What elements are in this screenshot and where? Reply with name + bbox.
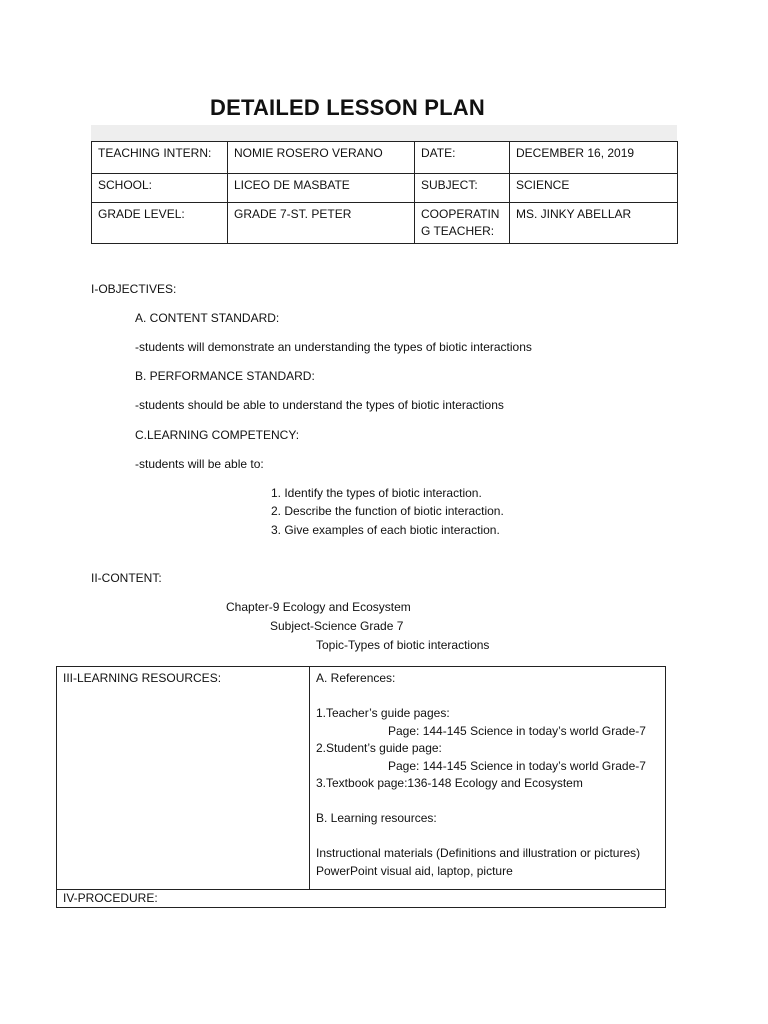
info-row-school — [92, 174, 678, 203]
instructional-materials: Instructional materials (Definitions and illustration or pictures) — [316, 846, 641, 860]
competency-item: 2. Describe the function of biotic interaction. — [271, 504, 504, 518]
content-subject: Subject-Science Grade 7 — [270, 619, 404, 633]
learning-competency-intro: -students will be able to: — [135, 457, 264, 471]
procedure-row — [57, 890, 666, 908]
competency-item: 1. Identify the types of biotic interaction. — [271, 486, 482, 500]
cooperating-teacher-value: MS. JINKY ABELLAR — [510, 203, 678, 244]
visual-aids: PowerPoint visual aid, laptop, picture — [316, 863, 513, 878]
content-heading: II-CONTENT: — [91, 571, 162, 585]
teachers-guide-page: Page: 144-145 Science in today’s world Grade-7 — [388, 723, 646, 738]
teaching-intern-label: TEACHING INTERN: — [92, 142, 228, 174]
textbook-reference: 3.Textbook page:136-148 Ecology and Ecosystem — [316, 776, 583, 790]
learning-resources-heading-text: III-LEARNING RESOURCES: — [63, 671, 222, 685]
school-value: LICEO DE MASBATE — [228, 174, 415, 203]
students-guide-page: Page: 144-145 Science in today’s world Grade-7 — [388, 758, 646, 773]
subject-label: SUBJECT: — [415, 174, 510, 203]
grade-level-label: GRADE LEVEL: — [92, 203, 228, 244]
teaching-intern-value: NOMIE ROSERO VERANO — [228, 142, 415, 174]
performance-standard-text: -students should be able to understand the types of biotic interactions — [135, 398, 504, 412]
learning-resources-subheading: B. Learning resources: — [316, 811, 437, 825]
performance-standard-heading: B. PERFORMANCE STANDARD: — [135, 369, 315, 383]
date-label: DATE: — [415, 142, 510, 174]
learning-resources-heading — [57, 667, 310, 890]
resources-row — [57, 667, 666, 890]
references-heading: A. References: — [316, 671, 396, 685]
competency-item: 3. Give examples of each biotic interaction. — [271, 523, 500, 537]
cooperating-teacher-label: COOPERATIN G TEACHER: — [415, 203, 510, 244]
info-row-intern — [92, 142, 678, 174]
content-chapter: Chapter-9 Ecology and Ecosystem — [226, 600, 411, 614]
content-topic: Topic-Types of biotic interactions — [316, 638, 490, 652]
info-row-grade — [92, 203, 678, 244]
students-guide-label: 2.Student’s guide page: — [316, 741, 442, 755]
content-standard-text: -students will demonstrate an understanding the types of biotic interactions — [135, 340, 532, 354]
lesson-info-table — [91, 141, 678, 244]
date-value: DECEMBER 16, 2019 — [510, 142, 678, 174]
header-band — [91, 125, 677, 142]
resources-details-cell — [310, 667, 666, 890]
school-label: SCHOOL: — [92, 174, 228, 203]
content-standard-heading: A. CONTENT STANDARD: — [135, 311, 280, 325]
learning-competency-heading: C.LEARNING COMPETENCY: — [135, 428, 300, 442]
grade-level-value: GRADE 7-ST. PETER — [228, 203, 415, 244]
objectives-heading: I-OBJECTIVES: — [91, 282, 177, 296]
teachers-guide-label: 1.Teacher’s guide pages: — [316, 706, 450, 720]
learning-resources-table — [56, 666, 666, 908]
subject-value: SCIENCE — [510, 174, 678, 203]
procedure-heading: IV-PROCEDURE: — [57, 890, 666, 908]
page-title: DETAILED LESSON PLAN — [210, 95, 485, 120]
